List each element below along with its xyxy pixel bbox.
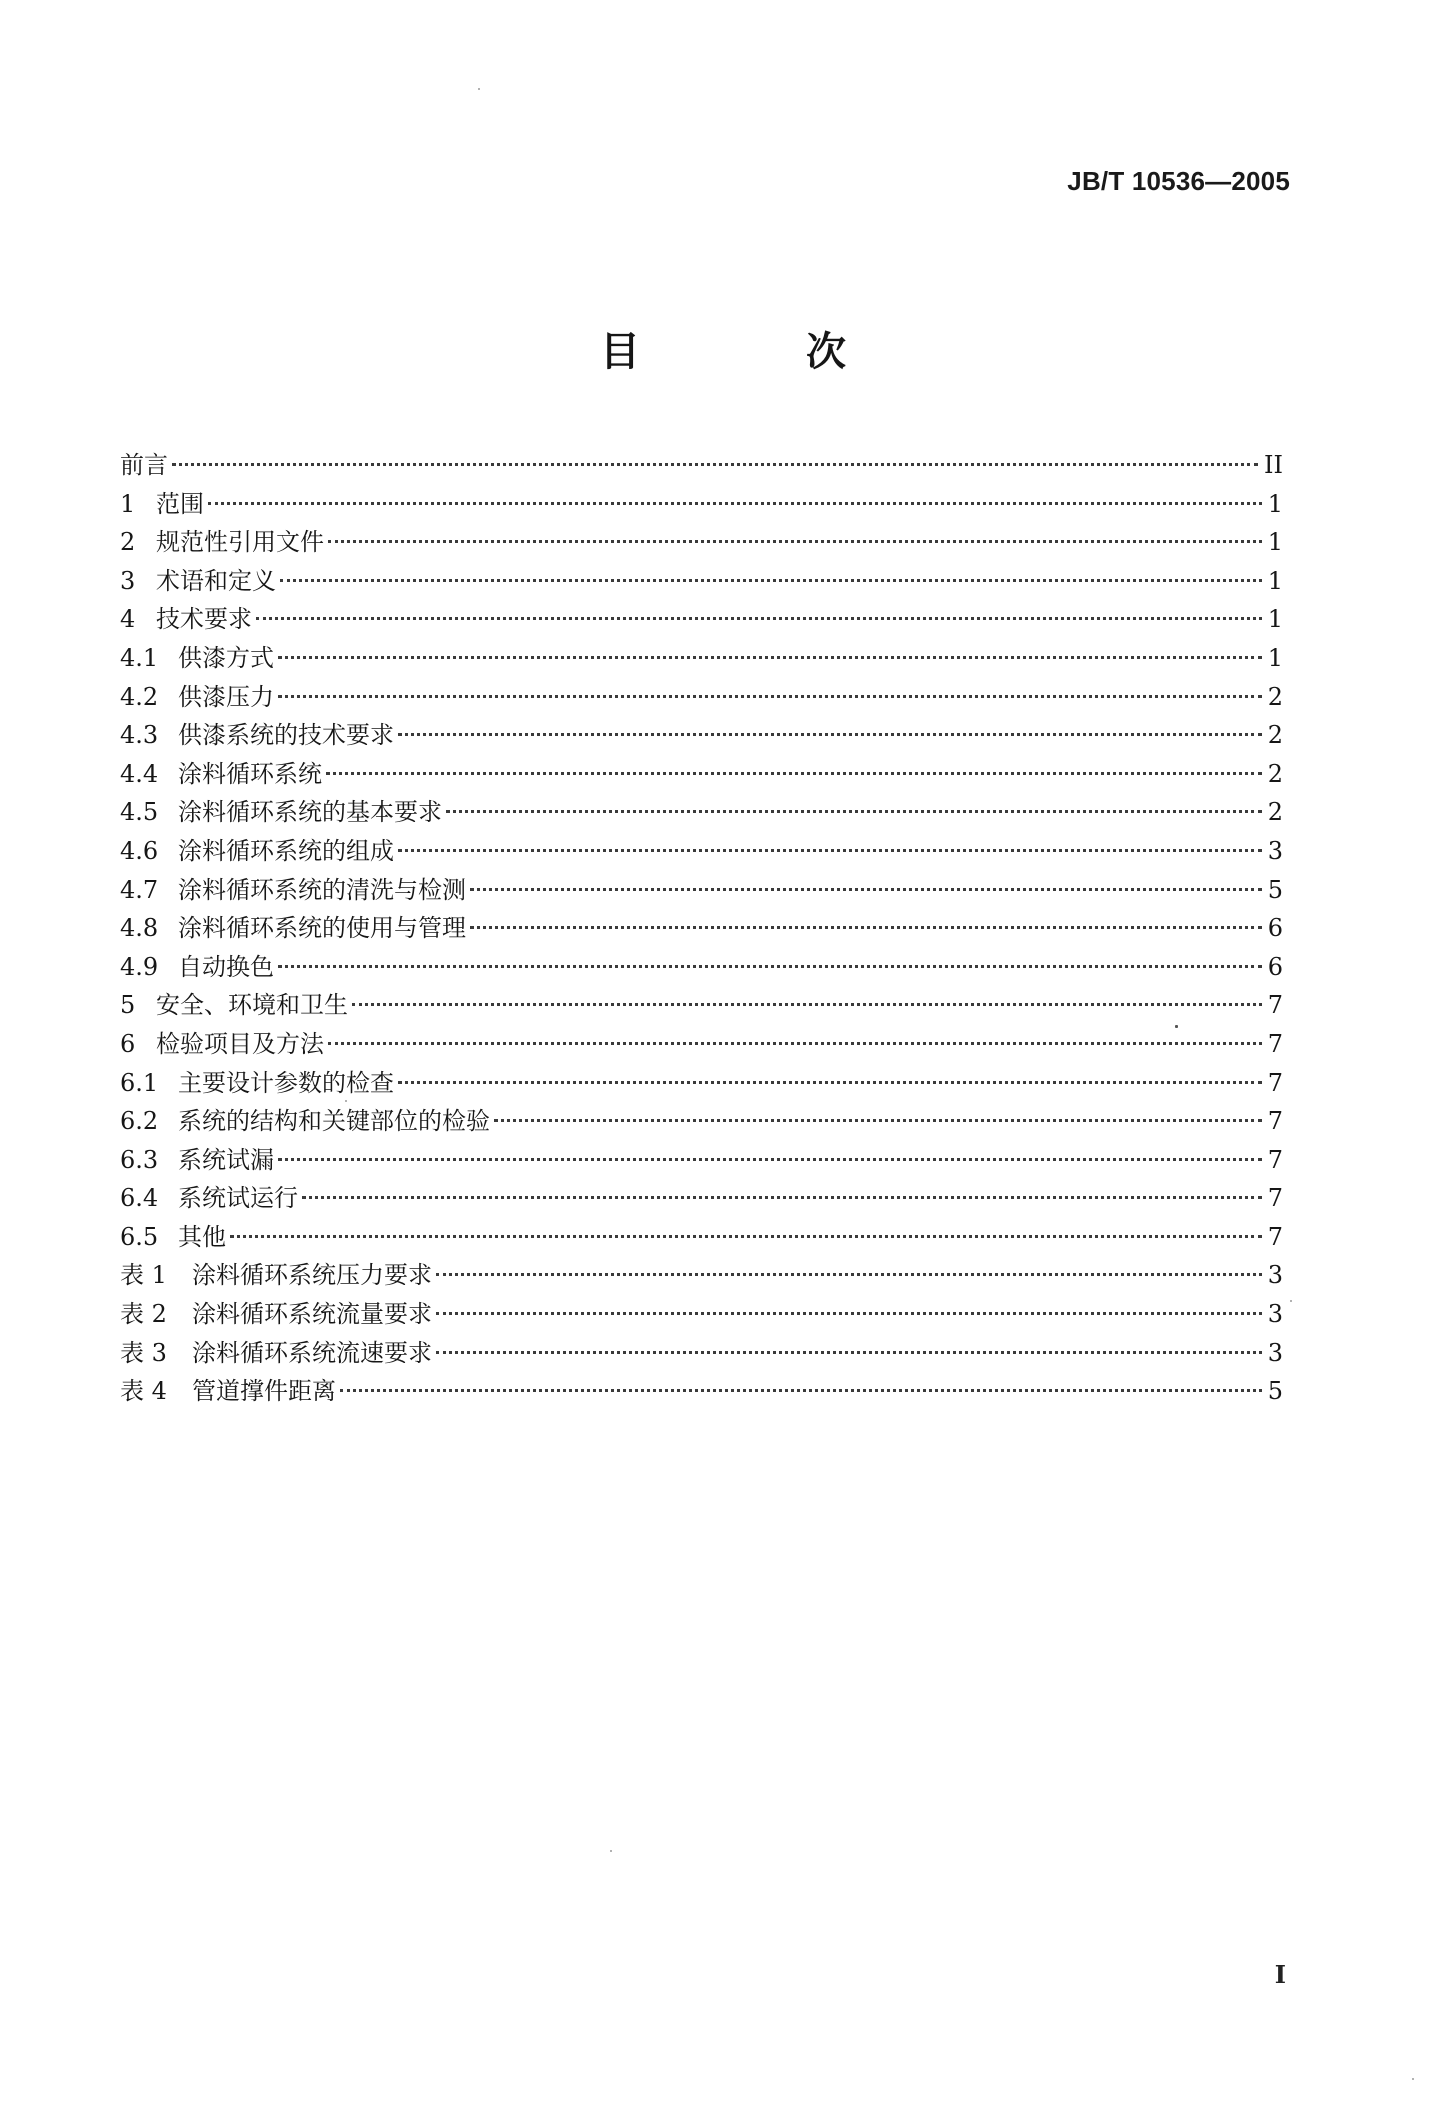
toc-dot-leader [328, 1042, 1262, 1045]
toc-entry-number: 6.2 [120, 1107, 159, 1136]
toc-dot-leader [398, 1081, 1262, 1084]
toc-entry-label: 涂料循环系统流速要求 [192, 1338, 432, 1367]
toc-entry [120, 1025, 1283, 1064]
toc-entry-number: 表 3 [120, 1338, 167, 1367]
toc-entry [120, 1218, 1283, 1257]
toc-entry-number: 表 1 [120, 1261, 167, 1290]
document-code: JB/T 10536—2005 [1067, 166, 1290, 196]
toc-entry-number: 4.6 [120, 836, 159, 865]
toc-entry-page: 6 [1267, 952, 1283, 981]
toc-entry [120, 1256, 1283, 1295]
toc-entry-page: 2 [1267, 759, 1283, 788]
toc-entry-label: 检验项目及方法 [156, 1029, 324, 1058]
toc-entry-label: 安全、环境和卫生 [156, 991, 348, 1020]
toc-dot-leader [230, 1235, 1262, 1238]
page-number: I [1274, 1960, 1286, 1989]
toc-dot-leader [340, 1389, 1262, 1392]
toc-entry-page: 1 [1267, 643, 1283, 672]
toc-dot-leader [398, 849, 1262, 852]
toc-entry [120, 1064, 1283, 1103]
toc-dot-leader [470, 926, 1262, 929]
toc-entry-page: 2 [1267, 682, 1283, 711]
toc-entry-number: 表 2 [120, 1300, 167, 1329]
toc-entry-label: 涂料循环系统压力要求 [192, 1261, 432, 1290]
toc-entry-page: 7 [1267, 1107, 1283, 1136]
toc-entry-number: 4.5 [120, 798, 159, 827]
toc-entry-label: 涂料循环系统的组成 [178, 836, 394, 865]
toc-entry [120, 871, 1283, 910]
toc-entry-page: 1 [1267, 528, 1283, 557]
toc-entry [120, 948, 1283, 987]
toc-entry [120, 639, 1283, 678]
toc-dot-leader [470, 888, 1262, 891]
toc-entry-label: 自动换色 [178, 952, 274, 981]
toc-entry-number: 6 [120, 1029, 136, 1058]
toc-entry-label: 供漆压力 [178, 682, 274, 711]
toc-entry-number: 4.1 [120, 643, 159, 672]
toc-dot-leader [328, 540, 1262, 543]
toc-dot-leader [446, 810, 1262, 813]
toc-entry-label: 涂料循环系统的使用与管理 [178, 914, 466, 943]
toc-entry [120, 986, 1283, 1025]
toc-entry-page: 1 [1267, 566, 1283, 595]
toc-entry-page: 1 [1267, 605, 1283, 634]
toc-entry [120, 600, 1283, 639]
toc-dot-leader [278, 1158, 1262, 1161]
toc-entry-page: 2 [1267, 798, 1283, 827]
toc-entry [120, 832, 1283, 871]
toc-entry-page: 2 [1267, 721, 1283, 750]
toc-entry-page: 7 [1267, 1145, 1283, 1174]
scan-speck [345, 1100, 347, 1102]
toc-entry [120, 562, 1283, 601]
toc-entry-page: 7 [1267, 1029, 1283, 1058]
scan-speck [1175, 1025, 1178, 1028]
toc-entry-label: 系统试漏 [178, 1145, 274, 1174]
toc-entry-number: 4.4 [120, 759, 159, 788]
toc-dot-leader [398, 733, 1262, 736]
toc-entry-label: 技术要求 [156, 605, 252, 634]
toc-entry-label: 涂料循环系统的基本要求 [178, 798, 442, 827]
toc-entry-page: 3 [1267, 1261, 1283, 1290]
toc-entry-number: 4.2 [120, 682, 159, 711]
toc-entry-page: 7 [1267, 1184, 1283, 1213]
toc-entry [120, 446, 1283, 485]
toc-entry-number: 2 [120, 528, 136, 557]
toc-entry-number: 4 [120, 605, 136, 634]
toc-entry-page: 3 [1267, 1300, 1283, 1329]
toc-entry-number: 6.1 [120, 1068, 159, 1097]
toc-entry-page: 3 [1267, 1338, 1283, 1367]
toc-dot-leader [494, 1119, 1262, 1122]
toc-entry-number: 1 [120, 489, 136, 518]
toc-entry [120, 1334, 1283, 1373]
toc-entry-label: 规范性引用文件 [156, 528, 324, 557]
toc-dot-leader [326, 772, 1262, 775]
toc-entry-label: 术语和定义 [156, 566, 276, 595]
toc-entry-number: 4.8 [120, 914, 159, 943]
toc-entry-number: 4.9 [120, 952, 159, 981]
toc-entry-number: 表 4 [120, 1377, 167, 1406]
toc-dot-leader [256, 617, 1262, 620]
toc-entry-page: II [1264, 451, 1283, 479]
toc-entry-label: 前言 [120, 451, 168, 479]
toc-dot-leader [436, 1273, 1262, 1276]
toc-entry [120, 755, 1283, 794]
toc-entry [120, 1102, 1283, 1141]
toc-entry-label: 主要设计参数的检查 [178, 1068, 394, 1097]
toc-entry [120, 793, 1283, 832]
toc-entry-number: 3 [120, 566, 136, 595]
toc-dot-leader [278, 965, 1262, 968]
toc-entry-label: 系统试运行 [178, 1184, 298, 1213]
toc-entry [120, 678, 1283, 717]
toc-entry-number: 5 [120, 991, 136, 1020]
toc-entry-label: 系统的结构和关键部位的检验 [178, 1107, 490, 1136]
toc-entry-label: 供漆系统的技术要求 [178, 721, 394, 750]
toc-dot-leader [278, 656, 1262, 659]
toc-entry-page: 1 [1267, 489, 1283, 518]
toc-entry [120, 1295, 1283, 1334]
toc-entry-page: 7 [1267, 1222, 1283, 1251]
toc-entry [120, 1372, 1283, 1411]
toc-entry-label: 范围 [156, 489, 204, 518]
toc-entry-number: 6.4 [120, 1184, 159, 1213]
toc-dot-leader [280, 579, 1262, 582]
scan-speck [478, 88, 480, 90]
toc-dot-leader [172, 463, 1258, 466]
toc-entry-label: 其他 [178, 1222, 226, 1251]
toc-dot-leader [352, 1003, 1262, 1006]
toc-entry [120, 485, 1283, 524]
toc-dot-leader [436, 1312, 1262, 1315]
toc-entry-number: 4.3 [120, 721, 159, 750]
toc-entry [120, 716, 1283, 755]
toc-title: 目 次 [600, 329, 922, 375]
toc-dot-leader [302, 1196, 1262, 1199]
toc-entry-label: 涂料循环系统流量要求 [192, 1300, 432, 1329]
toc-entry-page: 6 [1267, 914, 1283, 943]
toc-entry [120, 1179, 1283, 1218]
toc-dot-leader [278, 695, 1262, 698]
toc-entry-label: 涂料循环系统的清洗与检测 [178, 875, 466, 904]
toc-entry-page: 5 [1267, 1377, 1283, 1406]
toc-entry [120, 909, 1283, 948]
toc-entry [120, 1141, 1283, 1180]
toc-entry-number: 4.7 [120, 875, 159, 904]
toc-entry-label: 涂料循环系统 [178, 759, 322, 788]
toc-entry-number: 6.5 [120, 1222, 159, 1251]
scan-speck [610, 1850, 612, 1852]
toc-entry-label: 供漆方式 [178, 643, 274, 672]
toc-entry [120, 523, 1283, 562]
toc-entry-page: 3 [1267, 836, 1283, 865]
scan-speck [1412, 2078, 1414, 2080]
toc-entry-label: 管道撑件距离 [192, 1377, 336, 1406]
scan-speck [1290, 1300, 1292, 1302]
toc-entry-page: 7 [1267, 1068, 1283, 1097]
toc-entry-page: 5 [1267, 875, 1283, 904]
table-of-contents [120, 446, 1283, 1411]
toc-dot-leader [436, 1351, 1262, 1354]
toc-entry-page: 7 [1267, 991, 1283, 1020]
toc-entry-number: 6.3 [120, 1145, 159, 1174]
toc-dot-leader [208, 502, 1262, 505]
